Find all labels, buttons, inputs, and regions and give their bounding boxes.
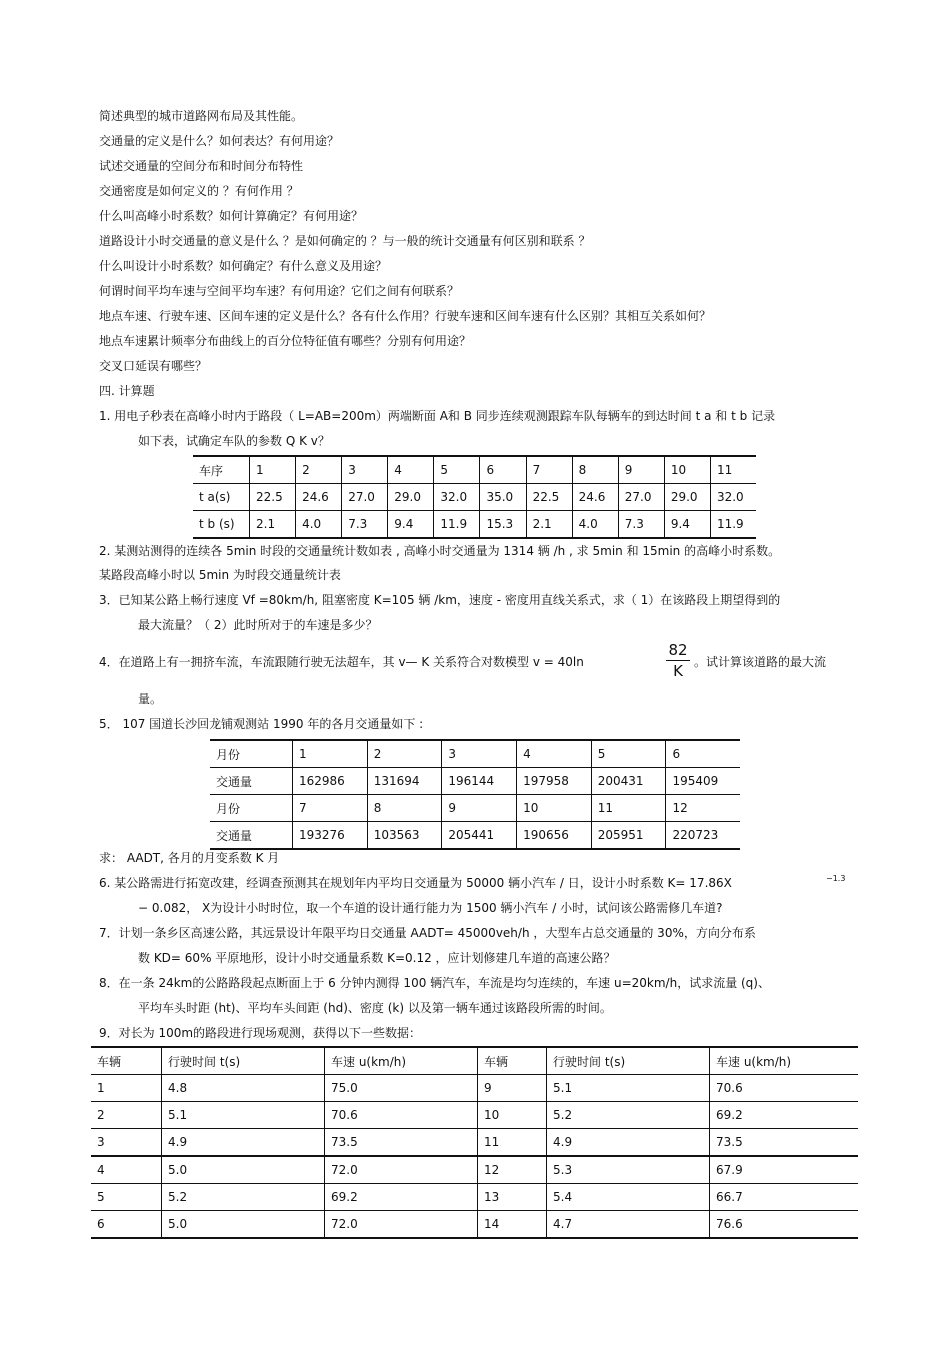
table-cell: 32.0 xyxy=(710,484,756,511)
table-cell: 66.7 xyxy=(710,1184,859,1211)
table-row xyxy=(91,1156,858,1184)
table-cell: 27.0 xyxy=(618,484,664,511)
table-cell: 200431 xyxy=(591,768,666,795)
problem-6-line-1: 6. 某公路需进行拓宽改建，经调查预测其在规划年内平均日交通量为 50000 辆小汽车 / 日，设计小时系数 K= 17.86X xyxy=(99,876,732,890)
problem-8-line-2: 平均车头时距 (ht)、平均车头间距 (hd)、密度 (k) 以及第一辆车通过该路段所需的时间。 xyxy=(138,1001,612,1015)
table-cell: 6 xyxy=(91,1211,162,1239)
table-cell: 5.1 xyxy=(162,1102,325,1129)
table-cell: 4.8 xyxy=(162,1075,325,1102)
problem-4-line-1b: 。试计算该道路的最大流 xyxy=(694,655,827,669)
table-cell: 10 xyxy=(478,1102,547,1129)
table-cell: 5.0 xyxy=(162,1156,325,1184)
table-cell: 交通量 xyxy=(210,768,293,795)
table-cell: 69.2 xyxy=(710,1102,859,1129)
table-cell: 7 xyxy=(293,795,368,822)
table-cell: 3 xyxy=(91,1129,162,1157)
table-cell: 5.1 xyxy=(547,1075,710,1102)
table-row xyxy=(193,511,756,539)
table-cell: 73.5 xyxy=(325,1129,478,1157)
table-monthly-volume xyxy=(210,739,740,850)
problem-9-line-1: 9．对长为 100m的路段进行现场观测，获得以下一些数据： xyxy=(99,1026,422,1040)
table-cell: 1 xyxy=(293,740,368,768)
table-cell: 5.2 xyxy=(162,1184,325,1211)
table-cell: 195409 xyxy=(666,768,740,795)
table-cell: 6 xyxy=(480,456,526,484)
question-6: 道路设计小时交通量的意义是什么 ？是如何确定的 ？与一般的统计交通量有何区别和联系 ？ xyxy=(99,234,591,248)
table-cell: 5.2 xyxy=(547,1102,710,1129)
table-cell: 11.9 xyxy=(434,511,480,539)
table-cell: 9 xyxy=(618,456,664,484)
table-cell: 8 xyxy=(572,456,618,484)
table-row xyxy=(91,1184,858,1211)
table-cell: 11.9 xyxy=(710,511,756,539)
table-header-cell: 车速 u(km/h) xyxy=(710,1047,859,1075)
table-cell: 5.0 xyxy=(162,1211,325,1239)
table-row xyxy=(91,1102,858,1129)
table-cell: 2.1 xyxy=(250,511,296,539)
question-5: 什么叫高峰小时系数？如何计算确定？有何用途？ xyxy=(99,209,364,223)
table-cell: 4 xyxy=(388,456,434,484)
problem-1-line-2: 如下表，试确定车队的参数 Q K v？ xyxy=(138,434,330,448)
table-cell: 11 xyxy=(478,1129,547,1157)
table-cell: 4.9 xyxy=(547,1129,710,1157)
table-cell: 72.0 xyxy=(325,1211,478,1239)
problem-8-line-1: 8．在一条 24km的公路路段起点断面上于 6 分钟内测得 100 辆汽车，车流是均匀连续的，车速 u=20km/h，试求流量 (q)、 xyxy=(99,976,770,990)
table-cell: 1 xyxy=(250,456,296,484)
problem-5-line-1: 5． 107 国道长沙回龙铺观测站 1990 年的各月交通量如下 : xyxy=(99,717,424,731)
table-cell: 67.9 xyxy=(710,1156,859,1184)
table-cell: 11 xyxy=(710,456,756,484)
question-2: 交通量的定义是什么？如何表达？有何用途？ xyxy=(99,134,340,148)
table-cell: 月份 xyxy=(210,740,293,768)
table-cell: 10 xyxy=(664,456,710,484)
table-cell: 12 xyxy=(666,795,740,822)
table-cell: 29.0 xyxy=(664,484,710,511)
problem-6-line-2: − 0.082， X为设计小时时位，取一个车道的设计通行能力为 1500 辆小汽车 / 小时，试问该公路需修几车道? xyxy=(138,901,723,915)
table-row xyxy=(210,795,740,822)
table-cell: 2 xyxy=(367,740,442,768)
table-cell: 24.6 xyxy=(572,484,618,511)
table-cell: 196144 xyxy=(442,768,517,795)
table-arrival-times xyxy=(193,455,756,539)
fraction-numerator: 82 xyxy=(668,641,688,659)
table-cell: 27.0 xyxy=(342,484,388,511)
problem-5-ask: 求： AADT, 各月的月变系数 K 月 xyxy=(99,851,280,865)
table-cell: 11 xyxy=(591,795,666,822)
table-cell: 10 xyxy=(517,795,592,822)
table-header-cell: 车速 u(km/h) xyxy=(325,1047,478,1075)
problem-7-line-2: 数 KD= 60% 平原地形，设计小时交通量系数 K=0.12 ，应计划修建几车道的高速公路？ xyxy=(138,951,616,965)
table-header-cell: 车辆 xyxy=(91,1047,162,1075)
table-cell: 162986 xyxy=(293,768,368,795)
table-cell: 9.4 xyxy=(388,511,434,539)
table-cell: 月份 xyxy=(210,795,293,822)
table-cell: 5 xyxy=(434,456,480,484)
table-cell: 7 xyxy=(526,456,572,484)
problem-6-exponent: −1.3 xyxy=(826,874,846,883)
table-cell: 13 xyxy=(478,1184,547,1211)
table-row xyxy=(91,1129,858,1157)
table-header-cell: 车辆 xyxy=(478,1047,547,1075)
table-cell: 69.2 xyxy=(325,1184,478,1211)
table-cell: 2 xyxy=(296,456,342,484)
table-row xyxy=(210,740,740,768)
table-cell: 4 xyxy=(91,1156,162,1184)
table-cell: t b (s) xyxy=(193,511,250,539)
table-cell: 197958 xyxy=(517,768,592,795)
table-row xyxy=(193,456,756,484)
question-10: 地点车速累计频率分布曲线上的百分位特征值有哪些？分别有何用途？ xyxy=(99,334,472,348)
question-9: 地点车速、行驶车速、区间车速的定义是什么？各有什么作用？行驶车速和区间车速有什么区别？其相互关系如何？ xyxy=(99,309,712,323)
question-1: 简述典型的城市道路网布局及其性能。 xyxy=(99,109,304,123)
fraction-bar xyxy=(666,660,690,661)
table-header-cell: 行驶时间 t(s) xyxy=(547,1047,710,1075)
table-cell: 29.0 xyxy=(388,484,434,511)
question-7: 什么叫设计小时系数？如何确定？有什么意义及用途？ xyxy=(99,259,388,273)
table-cell: 220723 xyxy=(666,822,740,850)
table-cell: 2.1 xyxy=(526,511,572,539)
table-row xyxy=(193,484,756,511)
table-header-row xyxy=(91,1047,858,1075)
table-cell: 5.3 xyxy=(547,1156,710,1184)
table-cell: 76.6 xyxy=(710,1211,859,1239)
table-cell: 7.3 xyxy=(618,511,664,539)
table-cell: 73.5 xyxy=(710,1129,859,1157)
table-cell: t a(s) xyxy=(193,484,250,511)
table-row xyxy=(210,768,740,795)
table-cell: 2 xyxy=(91,1102,162,1129)
table-cell: 14 xyxy=(478,1211,547,1239)
table-cell: 4.9 xyxy=(162,1129,325,1157)
table-row xyxy=(210,822,740,850)
table-header-cell: 行驶时间 t(s) xyxy=(162,1047,325,1075)
table-cell: 9.4 xyxy=(664,511,710,539)
table-row xyxy=(91,1075,858,1102)
problem-3-line-1: 3．已知某公路上畅行速度 Vf =80km/h, 阻塞密度 K=105 辆 /km，速度 - 密度用直线关系式，求（ 1）在该路段上期望得到的 xyxy=(99,593,781,607)
question-4: 交通密度是如何定义的 ？有何作用 ？ xyxy=(99,184,299,198)
table-cell: 205951 xyxy=(591,822,666,850)
table-cell: 4.0 xyxy=(572,511,618,539)
table-cell: 22.5 xyxy=(526,484,572,511)
table-cell: 3 xyxy=(342,456,388,484)
problem-2-line-1: 2. 某测站测得的连续各 5min 时段的交通量统计数如表 , 高峰小时交通量为 1314 辆 /h , 求 5min 和 15min 的高峰小时系数。 xyxy=(99,544,781,558)
table-cell: 12 xyxy=(478,1156,547,1184)
table-cell: 32.0 xyxy=(434,484,480,511)
table-cell: 75.0 xyxy=(325,1075,478,1102)
fraction-denominator: K xyxy=(673,662,683,680)
problem-4-line-2: 量。 xyxy=(138,692,163,706)
table-cell: 车序 xyxy=(193,456,250,484)
table-cell: 193276 xyxy=(293,822,368,850)
problem-1-line-1: 1. 用电子秒表在高峰小时内于路段（ L=AB=200m）两端断面 A和 B 同步连续观测跟踪车队每辆车的到达时间 t a 和 t b 记录 xyxy=(99,409,776,423)
table-cell: 3 xyxy=(442,740,517,768)
table-cell: 24.6 xyxy=(296,484,342,511)
table-cell: 5 xyxy=(91,1184,162,1211)
section-heading: 四. 计算题 xyxy=(99,384,155,398)
table-cell: 9 xyxy=(478,1075,547,1102)
question-3: 试述交通量的空间分布和时间分布特性 xyxy=(99,159,304,173)
question-11: 交叉口延误有哪些？ xyxy=(99,359,208,373)
table-cell: 35.0 xyxy=(480,484,526,511)
table-cell: 70.6 xyxy=(710,1075,859,1102)
table-cell: 72.0 xyxy=(325,1156,478,1184)
question-8: 何谓时间平均车速与空间平均车速？有何用途？它们之间有何联系？ xyxy=(99,284,460,298)
table-cell: 70.6 xyxy=(325,1102,478,1129)
table-cell: 7.3 xyxy=(342,511,388,539)
table-cell: 5.4 xyxy=(547,1184,710,1211)
table-cell: 15.3 xyxy=(480,511,526,539)
table-cell: 8 xyxy=(367,795,442,822)
table-cell: 205441 xyxy=(442,822,517,850)
table-row xyxy=(91,1211,858,1239)
table-cell: 103563 xyxy=(367,822,442,850)
table-cell: 1 xyxy=(91,1075,162,1102)
table-cell: 4 xyxy=(517,740,592,768)
problem-7-line-1: 7．计划一条乡区高速公路，其远景设计年限平均日交通量 AADT= 45000veh/h ，大型车占总交通量的 30%，方向分布系 xyxy=(99,926,756,940)
problem-4-line-1a: 4．在道路上有一拥挤车流，车流跟随行驶无法超车，其 v— K 关系符合对数模型 v = 40ln xyxy=(99,655,584,669)
problem-3-line-2: 最大流量？（ 2）此时所对于的车速是多少？ xyxy=(138,618,378,632)
problem-2-line-2: 某路段高峰小时以 5min 为时段交通量统计表 xyxy=(99,568,341,582)
table-cell: 4.0 xyxy=(296,511,342,539)
log-model-fraction xyxy=(666,641,690,680)
table-cell: 5 xyxy=(591,740,666,768)
table-cell: 9 xyxy=(442,795,517,822)
table-field-observation xyxy=(91,1046,858,1239)
table-cell: 131694 xyxy=(367,768,442,795)
table-cell: 22.5 xyxy=(250,484,296,511)
table-cell: 交通量 xyxy=(210,822,293,850)
table-cell: 190656 xyxy=(517,822,592,850)
table-cell: 6 xyxy=(666,740,740,768)
table-cell: 4.7 xyxy=(547,1211,710,1239)
